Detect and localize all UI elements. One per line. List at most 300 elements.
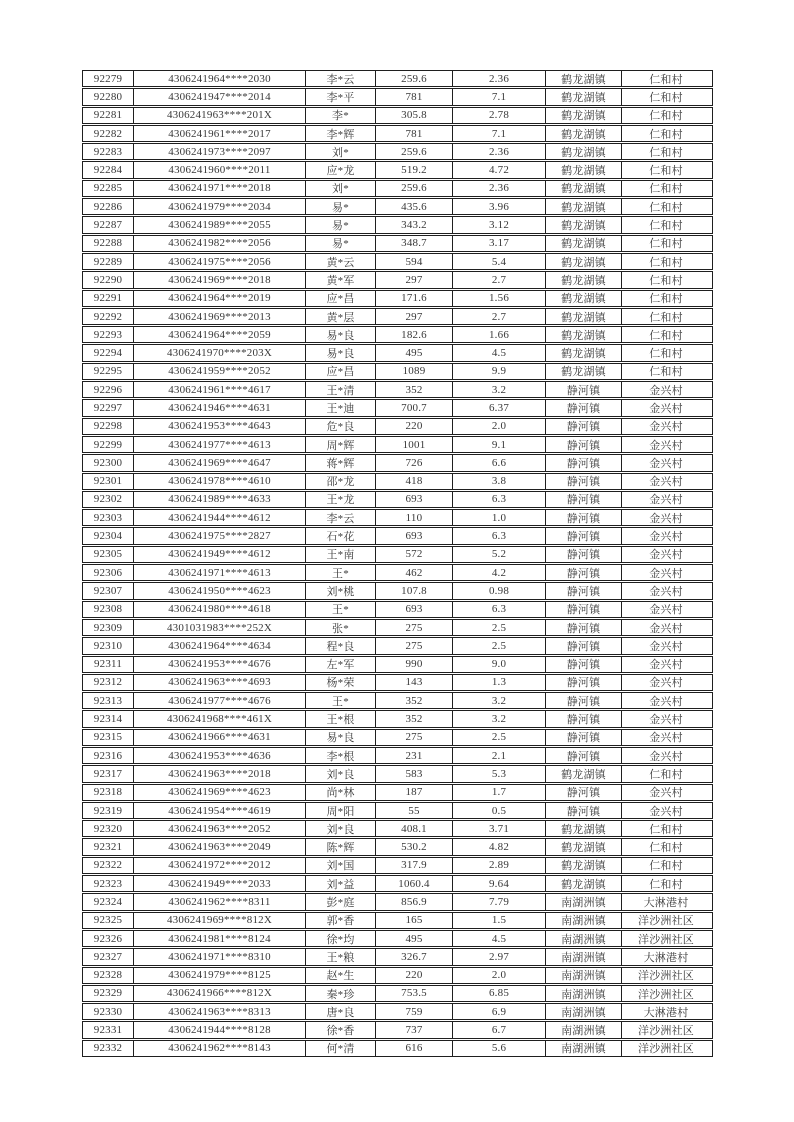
cell-village: 金兴村 xyxy=(649,457,683,470)
cell-serial: 92295 xyxy=(83,364,134,379)
cell-town: 鹤龙湖镇 xyxy=(546,108,622,123)
table-row xyxy=(82,564,713,581)
cell-area: 2.5 xyxy=(453,620,546,635)
cell-town: 静河镇 xyxy=(546,620,622,635)
cell-village: 仁和村 xyxy=(649,293,683,306)
cell-town: 鹤龙湖镇 xyxy=(546,162,622,177)
cell-serial: 92282 xyxy=(83,126,134,141)
cell-village: 洋沙洲社区 xyxy=(638,970,694,983)
cell-id-number: 4306241979****2034 xyxy=(134,199,306,214)
cell-name: 危*良 xyxy=(306,419,376,434)
cell-name: 李*平 xyxy=(306,89,376,104)
table-row xyxy=(82,747,713,764)
cell-amount: 352 xyxy=(376,711,453,726)
cell-town: 鹤龙湖镇 xyxy=(546,876,622,891)
cell-area: 6.7 xyxy=(453,1022,546,1037)
cell-area: 2.5 xyxy=(453,638,546,653)
cell-amount: 726 xyxy=(376,455,453,470)
cell-serial: 92332 xyxy=(83,1041,134,1056)
cell-serial: 92281 xyxy=(83,108,134,123)
cell-id-number: 4306241961****4617 xyxy=(134,382,306,397)
cell-serial: 92312 xyxy=(83,675,134,690)
cell-town: 鹤龙湖镇 xyxy=(546,126,622,141)
cell-name: 刘*良 xyxy=(306,766,376,781)
cell-serial: 92306 xyxy=(83,565,134,580)
cell-village: 金兴村 xyxy=(649,585,683,598)
cell-id-number: 4306241963****4693 xyxy=(134,675,306,690)
cell-area: 1.7 xyxy=(453,785,546,800)
cell-town: 静河镇 xyxy=(546,748,622,763)
cell-village: 金兴村 xyxy=(649,531,683,544)
cell-name: 黄*层 xyxy=(306,309,376,324)
cell-amount: 259.6 xyxy=(376,71,453,86)
cell-amount: 693 xyxy=(376,528,453,543)
table-row xyxy=(82,948,713,965)
cell-name: 左*军 xyxy=(306,657,376,672)
cell-town: 南湖洲镇 xyxy=(546,986,622,1001)
cell-town: 静河镇 xyxy=(546,785,622,800)
cell-amount: 753.5 xyxy=(376,986,453,1001)
cell-amount: 107.8 xyxy=(376,583,453,598)
cell-town: 静河镇 xyxy=(546,602,622,617)
cell-village: 金兴村 xyxy=(649,640,683,653)
cell-village: 仁和村 xyxy=(649,256,683,269)
cell-id-number: 4306241960****2011 xyxy=(134,162,306,177)
cell-name: 王*龙 xyxy=(306,492,376,507)
cell-area: 1.3 xyxy=(453,675,546,690)
cell-amount: 462 xyxy=(376,565,453,580)
cell-amount: 352 xyxy=(376,382,453,397)
cell-area: 2.5 xyxy=(453,730,546,745)
cell-amount: 348.7 xyxy=(376,236,453,251)
cell-village: 金兴村 xyxy=(649,403,683,415)
cell-village: 金兴村 xyxy=(649,750,683,763)
cell-serial: 92290 xyxy=(83,272,134,287)
cell-name: 王*根 xyxy=(306,711,376,726)
cell-amount: 275 xyxy=(376,638,453,653)
subsidy-table xyxy=(82,70,713,1058)
cell-serial: 92330 xyxy=(83,1004,134,1019)
cell-id-number: 4306241968****461X xyxy=(134,711,306,726)
table-row xyxy=(82,546,713,563)
cell-amount: 259.6 xyxy=(376,144,453,159)
cell-serial: 92284 xyxy=(83,162,134,177)
cell-name: 王* xyxy=(306,565,376,580)
cell-village: 仁和村 xyxy=(649,311,683,324)
cell-town: 静河镇 xyxy=(546,675,622,690)
cell-name: 易*良 xyxy=(306,730,376,745)
cell-id-number: 4306241963****2052 xyxy=(134,821,306,836)
cell-village: 金兴村 xyxy=(649,732,683,745)
cell-serial: 92292 xyxy=(83,309,134,324)
cell-serial: 92317 xyxy=(83,766,134,781)
cell-id-number: 4306241961****2017 xyxy=(134,126,306,141)
cell-name: 易*良 xyxy=(306,327,376,342)
table-row xyxy=(82,710,713,727)
cell-name: 邵*龙 xyxy=(306,474,376,489)
cell-name: 李*云 xyxy=(306,510,376,525)
cell-id-number: 4306241971****2018 xyxy=(134,181,306,196)
cell-town: 鹤龙湖镇 xyxy=(546,766,622,781)
cell-town: 南湖洲镇 xyxy=(546,1041,622,1056)
cell-amount: 408.1 xyxy=(376,821,453,836)
cell-amount: 343.2 xyxy=(376,217,453,232)
cell-amount: 352 xyxy=(376,693,453,708)
table-row xyxy=(82,857,713,874)
cell-village: 金兴村 xyxy=(649,476,683,489)
cell-town: 静河镇 xyxy=(546,583,622,598)
cell-amount: 737 xyxy=(376,1022,453,1037)
cell-amount: 110 xyxy=(376,510,453,525)
table-row xyxy=(82,88,713,105)
cell-amount: 231 xyxy=(376,748,453,763)
table-row xyxy=(82,143,713,160)
cell-village: 洋沙洲社区 xyxy=(638,933,694,946)
cell-area: 2.97 xyxy=(453,949,546,964)
cell-name: 郭*香 xyxy=(306,913,376,928)
cell-town: 南湖洲镇 xyxy=(546,931,622,946)
cell-town: 鹤龙湖镇 xyxy=(546,345,622,360)
cell-id-number: 4306241989****4633 xyxy=(134,492,306,507)
cell-name: 王* xyxy=(306,602,376,617)
cell-name: 杨*荣 xyxy=(306,675,376,690)
cell-serial: 92286 xyxy=(83,199,134,214)
cell-town: 静河镇 xyxy=(546,474,622,489)
cell-town: 静河镇 xyxy=(546,528,622,543)
cell-id-number: 4306241953****4636 xyxy=(134,748,306,763)
cell-name: 刘* xyxy=(306,181,376,196)
cell-village: 金兴村 xyxy=(649,677,683,690)
cell-amount: 275 xyxy=(376,620,453,635)
cell-area: 9.64 xyxy=(453,876,546,891)
cell-id-number: 4306241978****4610 xyxy=(134,474,306,489)
cell-town: 静河镇 xyxy=(546,382,622,397)
cell-area: 6.6 xyxy=(453,455,546,470)
cell-name: 王*清 xyxy=(306,382,376,397)
cell-town: 鹤龙湖镇 xyxy=(546,858,622,873)
table-row xyxy=(82,875,713,892)
cell-area: 5.3 xyxy=(453,766,546,781)
cell-amount: 55 xyxy=(376,803,453,818)
cell-town: 南湖洲镇 xyxy=(546,913,622,928)
cell-id-number: 4306241972****2012 xyxy=(134,858,306,873)
cell-village: 仁和村 xyxy=(649,91,683,104)
cell-name: 易*良 xyxy=(306,345,376,360)
cell-id-number: 4301031983****252X xyxy=(134,620,306,635)
cell-area: 6.9 xyxy=(453,1004,546,1019)
cell-area: 5.2 xyxy=(453,547,546,562)
cell-town: 鹤龙湖镇 xyxy=(546,839,622,854)
cell-name: 刘* xyxy=(306,144,376,159)
cell-village: 大淋港村 xyxy=(643,897,689,910)
cell-area: 2.89 xyxy=(453,858,546,873)
table-row xyxy=(82,527,713,544)
cell-serial: 92303 xyxy=(83,510,134,525)
cell-id-number: 4306241963****2018 xyxy=(134,766,306,781)
cell-town: 鹤龙湖镇 xyxy=(546,309,622,324)
cell-village: 金兴村 xyxy=(649,439,683,452)
cell-area: 2.78 xyxy=(453,108,546,123)
cell-amount: 305.8 xyxy=(376,108,453,123)
cell-amount: 495 xyxy=(376,931,453,946)
cell-village: 大淋港村 xyxy=(643,951,689,964)
cell-id-number: 4306241969****2013 xyxy=(134,309,306,324)
cell-name: 应*昌 xyxy=(306,291,376,306)
cell-id-number: 4306241953****4643 xyxy=(134,419,306,434)
cell-id-number: 4306241966****812X xyxy=(134,986,306,1001)
cell-name: 李*云 xyxy=(306,71,376,86)
cell-serial: 92293 xyxy=(83,327,134,342)
cell-village: 仁和村 xyxy=(649,238,683,251)
cell-name: 王*南 xyxy=(306,547,376,562)
cell-area: 1.56 xyxy=(453,291,546,306)
cell-name: 李* xyxy=(306,108,376,123)
cell-id-number: 4306241981****8124 xyxy=(134,931,306,946)
cell-name: 陈*辉 xyxy=(306,839,376,854)
cell-serial: 92315 xyxy=(83,730,134,745)
cell-id-number: 4306241963****2049 xyxy=(134,839,306,854)
cell-town: 静河镇 xyxy=(546,638,622,653)
cell-name: 李*根 xyxy=(306,748,376,763)
table-row xyxy=(82,326,713,343)
cell-village: 金兴村 xyxy=(649,549,683,562)
table-row xyxy=(82,1021,713,1038)
cell-serial: 92296 xyxy=(83,382,134,397)
cell-amount: 1001 xyxy=(376,437,453,452)
cell-serial: 92313 xyxy=(83,693,134,708)
cell-area: 4.72 xyxy=(453,162,546,177)
cell-village: 仁和村 xyxy=(649,366,683,379)
table-row xyxy=(82,180,713,197)
cell-amount: 165 xyxy=(376,913,453,928)
cell-village: 金兴村 xyxy=(649,805,683,818)
table-row xyxy=(82,473,713,490)
cell-id-number: 4306241950****4623 xyxy=(134,583,306,598)
cell-village: 洋沙洲社区 xyxy=(638,988,694,1001)
cell-area: 2.7 xyxy=(453,309,546,324)
cell-area: 3.96 xyxy=(453,199,546,214)
table-row xyxy=(82,674,713,691)
cell-id-number: 4306241963****201X xyxy=(134,108,306,123)
cell-serial: 92302 xyxy=(83,492,134,507)
cell-name: 周*辉 xyxy=(306,437,376,452)
cell-amount: 187 xyxy=(376,785,453,800)
cell-id-number: 4306241979****8125 xyxy=(134,968,306,983)
cell-id-number: 4306241964****4634 xyxy=(134,638,306,653)
cell-serial: 92316 xyxy=(83,748,134,763)
cell-village: 仁和村 xyxy=(649,768,683,781)
cell-serial: 92307 xyxy=(83,583,134,598)
cell-town: 鹤龙湖镇 xyxy=(546,272,622,287)
cell-name: 周*阳 xyxy=(306,803,376,818)
cell-name: 程*良 xyxy=(306,638,376,653)
table-row xyxy=(82,637,713,654)
cell-town: 鹤龙湖镇 xyxy=(546,291,622,306)
cell-amount: 572 xyxy=(376,547,453,562)
cell-serial: 92320 xyxy=(83,821,134,836)
cell-serial: 92298 xyxy=(83,419,134,434)
cell-town: 鹤龙湖镇 xyxy=(546,327,622,342)
table-row xyxy=(82,70,713,87)
table-row xyxy=(82,912,713,929)
cell-id-number: 4306241971****4613 xyxy=(134,565,306,580)
cell-name: 石*花 xyxy=(306,528,376,543)
table-row xyxy=(82,363,713,380)
cell-area: 3.2 xyxy=(453,382,546,397)
table-row xyxy=(82,125,713,142)
cell-id-number: 4306241969****2018 xyxy=(134,272,306,287)
cell-amount: 700.7 xyxy=(376,400,453,415)
cell-serial: 92291 xyxy=(83,291,134,306)
cell-id-number: 4306241944****8128 xyxy=(134,1022,306,1037)
cell-serial: 92326 xyxy=(83,931,134,946)
cell-village: 洋沙洲社区 xyxy=(638,915,694,928)
cell-serial: 92294 xyxy=(83,345,134,360)
cell-area: 3.17 xyxy=(453,236,546,251)
cell-town: 鹤龙湖镇 xyxy=(546,217,622,232)
cell-area: 6.3 xyxy=(453,602,546,617)
cell-village: 仁和村 xyxy=(649,823,683,836)
cell-serial: 92323 xyxy=(83,876,134,891)
cell-amount: 275 xyxy=(376,730,453,745)
cell-id-number: 4306241964****2019 xyxy=(134,291,306,306)
cell-amount: 616 xyxy=(376,1041,453,1056)
cell-town: 鹤龙湖镇 xyxy=(546,144,622,159)
cell-name: 黄*云 xyxy=(306,254,376,269)
cell-area: 0.5 xyxy=(453,803,546,818)
table-row xyxy=(82,308,713,325)
cell-serial: 92309 xyxy=(83,620,134,635)
cell-village: 仁和村 xyxy=(649,110,683,123)
cell-amount: 297 xyxy=(376,272,453,287)
table-row xyxy=(82,271,713,288)
cell-village: 仁和村 xyxy=(649,274,683,287)
table-row xyxy=(82,784,713,801)
cell-name: 王*迪 xyxy=(306,400,376,415)
cell-amount: 259.6 xyxy=(376,181,453,196)
cell-name: 刘*益 xyxy=(306,876,376,891)
cell-amount: 583 xyxy=(376,766,453,781)
cell-id-number: 4306241954****4619 xyxy=(134,803,306,818)
cell-village: 金兴村 xyxy=(649,567,683,580)
cell-name: 李*辉 xyxy=(306,126,376,141)
cell-area: 2.7 xyxy=(453,272,546,287)
cell-village: 仁和村 xyxy=(649,842,683,855)
cell-amount: 495 xyxy=(376,345,453,360)
cell-town: 静河镇 xyxy=(546,437,622,452)
cell-area: 9.1 xyxy=(453,437,546,452)
table-row xyxy=(82,985,713,1002)
cell-area: 7.79 xyxy=(453,894,546,909)
cell-village: 洋沙洲社区 xyxy=(638,1025,694,1038)
cell-village: 金兴村 xyxy=(649,421,683,434)
table-row xyxy=(82,765,713,782)
cell-amount: 326.7 xyxy=(376,949,453,964)
cell-town: 南湖洲镇 xyxy=(546,1004,622,1019)
cell-amount: 220 xyxy=(376,419,453,434)
cell-id-number: 4306241977****4676 xyxy=(134,693,306,708)
cell-name: 徐*香 xyxy=(306,1022,376,1037)
cell-name: 秦*珍 xyxy=(306,986,376,1001)
table-row xyxy=(82,344,713,361)
cell-id-number: 4306241973****2097 xyxy=(134,144,306,159)
cell-town: 鹤龙湖镇 xyxy=(546,181,622,196)
cell-village: 仁和村 xyxy=(649,146,683,159)
table-row xyxy=(82,930,713,947)
cell-amount: 781 xyxy=(376,126,453,141)
cell-amount: 530.2 xyxy=(376,839,453,854)
cell-id-number: 4306241944****4612 xyxy=(134,510,306,525)
table-row xyxy=(82,198,713,215)
cell-village: 仁和村 xyxy=(649,348,683,361)
cell-village: 洋沙洲社区 xyxy=(638,1043,694,1056)
cell-area: 2.36 xyxy=(453,144,546,159)
cell-name: 刘*国 xyxy=(306,858,376,873)
cell-town: 南湖洲镇 xyxy=(546,949,622,964)
cell-serial: 92308 xyxy=(83,602,134,617)
cell-village: 大淋港村 xyxy=(643,1006,689,1019)
cell-area: 6.3 xyxy=(453,528,546,543)
cell-amount: 297 xyxy=(376,309,453,324)
cell-serial: 92321 xyxy=(83,839,134,854)
cell-area: 4.5 xyxy=(453,931,546,946)
table-row xyxy=(82,290,713,307)
cell-serial: 92325 xyxy=(83,913,134,928)
cell-id-number: 4306241971****8310 xyxy=(134,949,306,964)
cell-amount: 693 xyxy=(376,602,453,617)
cell-village: 仁和村 xyxy=(649,73,683,86)
cell-serial: 92279 xyxy=(83,71,134,86)
cell-town: 静河镇 xyxy=(546,565,622,580)
cell-area: 5.4 xyxy=(453,254,546,269)
cell-area: 4.5 xyxy=(453,345,546,360)
cell-village: 金兴村 xyxy=(649,659,683,672)
table-row xyxy=(82,729,713,746)
cell-amount: 594 xyxy=(376,254,453,269)
cell-area: 2.0 xyxy=(453,968,546,983)
cell-id-number: 4306241969****4647 xyxy=(134,455,306,470)
cell-town: 南湖洲镇 xyxy=(546,968,622,983)
cell-id-number: 4306241949****2033 xyxy=(134,876,306,891)
cell-serial: 92304 xyxy=(83,528,134,543)
cell-amount: 418 xyxy=(376,474,453,489)
table-row xyxy=(82,381,713,398)
table-row xyxy=(82,601,713,618)
cell-id-number: 4306241969****812X xyxy=(134,913,306,928)
cell-id-number: 4306241982****2056 xyxy=(134,236,306,251)
cell-name: 易* xyxy=(306,217,376,232)
cell-village: 金兴村 xyxy=(649,787,683,800)
cell-serial: 92328 xyxy=(83,968,134,983)
table-row xyxy=(82,418,713,435)
cell-name: 易* xyxy=(306,199,376,214)
cell-town: 静河镇 xyxy=(546,492,622,507)
cell-area: 3.8 xyxy=(453,474,546,489)
table-row xyxy=(82,582,713,599)
cell-id-number: 4306241975****2827 xyxy=(134,528,306,543)
cell-id-number: 4306241962****8143 xyxy=(134,1041,306,1056)
cell-id-number: 4306241946****4631 xyxy=(134,400,306,415)
cell-id-number: 4306241964****2059 xyxy=(134,327,306,342)
cell-town: 鹤龙湖镇 xyxy=(546,254,622,269)
cell-area: 2.0 xyxy=(453,419,546,434)
cell-amount: 693 xyxy=(376,492,453,507)
cell-amount: 759 xyxy=(376,1004,453,1019)
cell-town: 静河镇 xyxy=(546,730,622,745)
cell-village: 金兴村 xyxy=(649,604,683,617)
table-row xyxy=(82,454,713,471)
cell-id-number: 4306241959****2052 xyxy=(134,364,306,379)
